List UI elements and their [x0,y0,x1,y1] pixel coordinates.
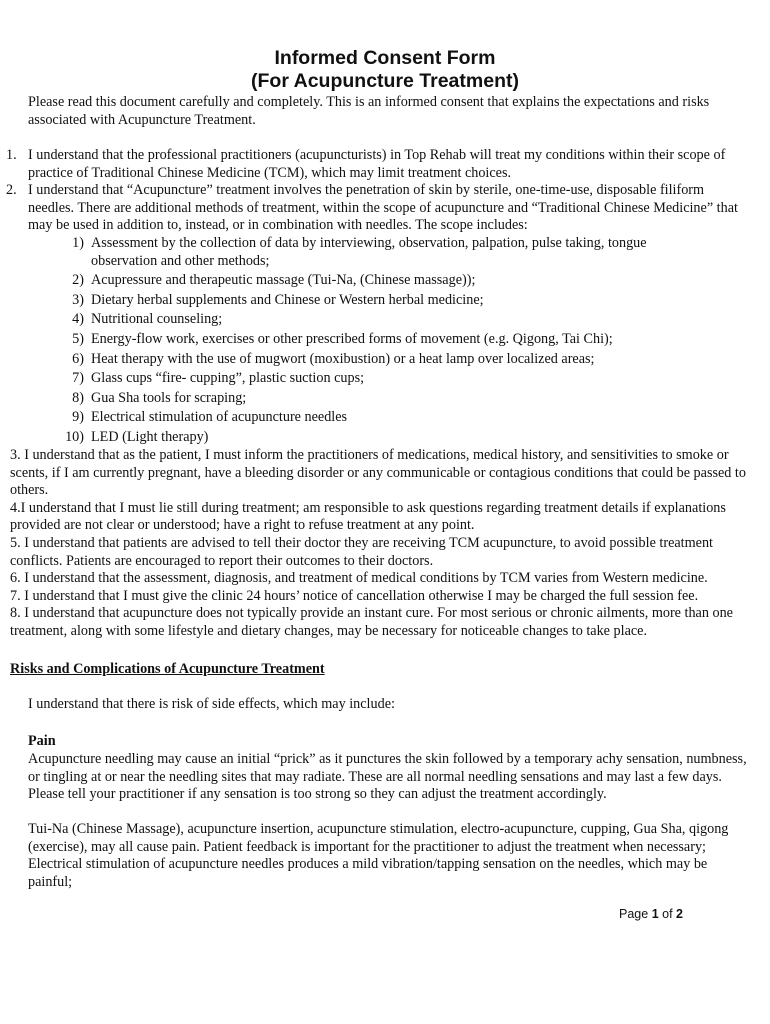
scope-item-text: Heat therapy with the use of mugwort (moxibustion) or a heat lamp over localized areas; [91,350,595,367]
scope-item-text: Glass cups “fire- cupping”, plastic suction cups; [91,370,365,387]
scope-item-text: Acupressure and therapeutic massage (Tui-Na, (Chinese massage)); [91,272,476,289]
list-item-text: I understand that “Acupuncture” treatment involves the penetration of skin by sterile, one-time-use, disposable filiform needles. There are additional methods of treatment, within the scope of acupuncture and “Traditional Chinese Medicine” that may be used in addition to, instead, or in combination with needles. The scope includes: [28,182,738,234]
scope-item [0,370,711,388]
list-item-number: 1. [6,147,17,163]
scope-item-number: 10) [65,428,84,445]
consent-statement: 3. I understand that as the patient, I must inform the practitioners of medications, medical history, and sensitivities to smoke or scents, if I am currently pregnant, have a bleeding disorder or any communicable or contagious conditions that could be passed to others. [10,447,746,499]
intro-paragraph: Please read this document carefully and completely. This is an informed consent that explains the expectations and risks associated with Acupuncture Treatment. [28,94,710,128]
of-word: of [662,907,673,921]
consent-statement: 5. I understand that patients are advised to tell their doctor they are receiving TCM acupuncture, to avoid possible treatment conflicts. Patients are encouraged to report their outcomes to their doctors. [10,534,713,569]
scope-item-number: 5) [72,330,84,347]
risks-intro: I understand that there is risk of side effects, which may include: [28,696,395,712]
risks-heading: Risks and Complications of Acupuncture Treatment [10,661,325,677]
scope-item-number: 8) [72,389,84,406]
pain-heading: Pain [28,733,56,749]
scope-item [0,429,711,447]
scope-item [0,390,711,408]
consent-statement: 8. I understand that acupuncture does not typically provide an instant cure. For most serious or chronic ailments, more than one treatment, along with some lifestyle and dietary changes, may be necessary for noticeable changes to take place. [10,605,733,639]
scope-item-number: 4) [72,311,84,328]
scope-item-number: 1) [72,235,84,251]
scope-item [0,311,711,329]
pain-paragraph: Tui-Na (Chinese Massage), acupuncture insertion, acupuncture stimulation, electro-acupuncture, cupping, Gua Sha, qigong (exercise), may all cause pain. Patient feedback is important for the practitioner to adjust the treatment when necessary; Electrical stimulation of acupuncture needles produces a mild vibration/tapping sensation on the needles, which may be painful; [28,821,729,890]
scope-item [0,292,711,310]
scope-item-number: 9) [72,409,84,426]
consent-statement: 4.I understand that I must lie still during treatment; am responsible to ask questions regarding treatment details if explanations provided are not clear or understood; have a right to refuse treatment at any point. [10,499,726,534]
page-word: Page [619,907,649,921]
scope-item-text: Electrical stimulation of acupuncture needles [91,409,348,426]
scope-item-number: 6) [72,350,84,367]
pain-paragraph: Acupuncture needling may cause an initial “prick” as it punctures the skin followed by a temporary achy sensation, numbness, or tingling at or near the needling sites that may radiate. These are all normal needling sensations and may last a few days. Please tell your practitioner if any sensation is too strong so they can adjust the treatment accordingly. [28,751,747,803]
form-subtitle: (For Acupuncture Treatment) [251,70,519,92]
consent-statement: 6. I understand that the assessment, diagnosis, and treatment of medical conditions by TCM varies from Western medicine. [10,570,708,587]
scope-item-text: LED (Light therapy) [91,428,209,445]
scope-item-number: 7) [72,370,84,387]
scope-item-number: 3) [72,291,84,308]
numbered-list [0,147,750,235]
scope-item [0,409,711,427]
current-page: 1 [651,907,659,921]
total-pages: 2 [676,907,683,921]
scope-item-text: Assessment by the collection of data by interviewing, observation, palpation, pulse taking, tongue observation and other methods; [91,235,647,269]
scope-item [0,351,711,369]
scope-item [0,235,711,270]
scope-item-number: 2) [72,272,84,289]
consent-statements [10,447,750,641]
scope-item [0,272,711,290]
list-item-number: 2. [6,182,17,199]
scope-item-text: Gua Sha tools for scraping; [91,389,247,406]
consent-statement: 7. I understand that I must give the clinic 24 hours’ notice of cancellation otherwise I may be charged the full session fee. [10,587,699,604]
scope-list [0,235,750,449]
scope-item-text: Energy-flow work, exercises or other prescribed forms of movement (e.g. Qigong, Tai Chi); [91,330,613,347]
scope-item [0,331,711,349]
form-title: Informed Consent Form [274,47,496,69]
list-item-text: I understand that the professional practitioners (acupuncturists) in Top Rehab will treat my conditions within their scope of practice of Traditional Chinese Medicine (TCM), which may limit treatment choices. [28,147,726,181]
page-number [619,907,683,921]
list-item [0,182,740,235]
scope-item-text: Dietary herbal supplements and Chinese or Western herbal medicine; [91,291,484,308]
scope-item-text: Nutritional counseling; [91,311,223,328]
list-item [0,147,740,182]
